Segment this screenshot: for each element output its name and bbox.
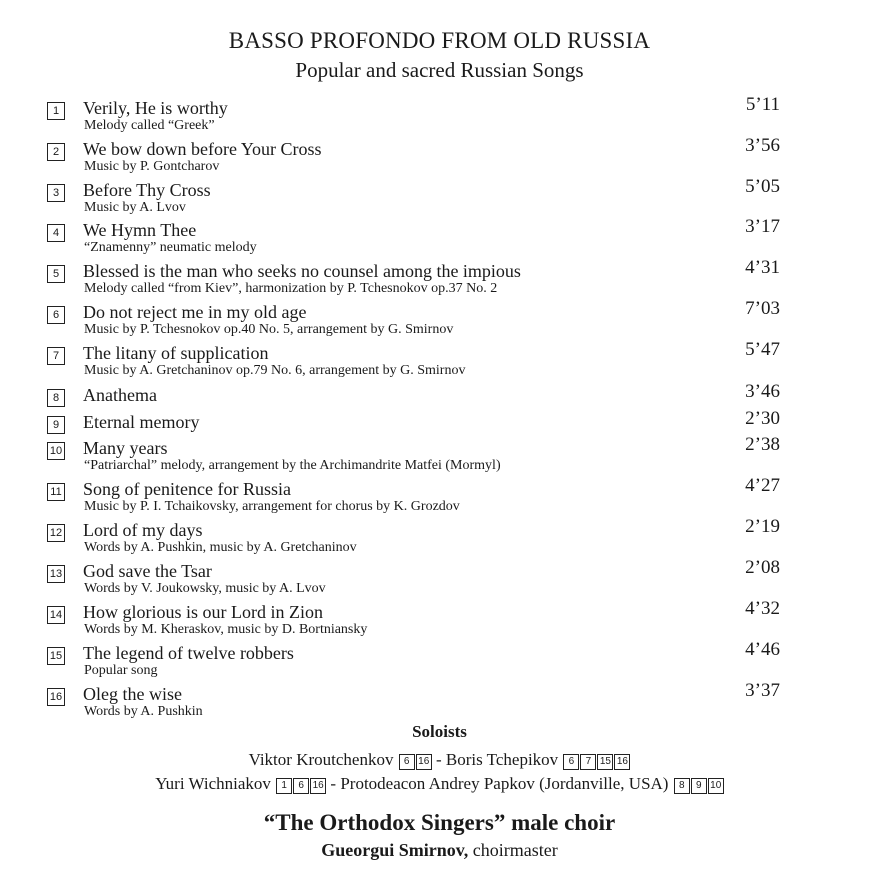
track-credit: Music by P. Gontcharov [84,159,220,174]
track-title: Oleg the wise [83,684,182,704]
track-number-box: 15 [597,754,613,770]
track-number-box: 16 [416,754,432,770]
track-title: The legend of twelve robbers [83,643,294,663]
track-duration: 5’11 [745,94,780,115]
track-number-box: 8 [674,778,690,794]
track-number-box: 9 [691,778,707,794]
track-duration: 4’31 [745,257,780,278]
track-number: 5 [47,265,65,283]
track-credit: Melody called “Greek” [84,118,215,133]
track-number: 15 [47,647,65,665]
track-number-box: 16 [614,754,630,770]
soloist-name: Yuri Wichniakov [155,774,271,793]
soloist-name: Protodeacon Andrey Papkov (Jordanville, USA) [340,774,669,793]
track-title: Lord of my days [83,520,203,540]
choirmaster-line [0,840,879,861]
track-number-box: 6 [399,754,415,770]
separator: - [431,750,446,769]
soloists-line-1 [0,750,879,770]
track-number: 14 [47,606,65,624]
track-duration: 5’05 [745,176,780,197]
track-number: 12 [47,524,65,542]
soloist-track-numbers [562,750,630,769]
track-duration: 3’56 [745,135,780,156]
track-credit: Words by M. Kheraskov, music by D. Bortniansky [84,622,368,637]
soloists-heading: Soloists [412,722,467,741]
track-duration: 2’38 [745,434,780,455]
track-number: 10 [47,442,65,460]
track-title: Song of penitence for Russia [83,479,291,499]
album-title: BASSO PROFONDO FROM OLD RUSSIA [228,28,651,53]
track-credit: Popular song [84,663,158,678]
track-number: 2 [47,143,65,161]
track-number: 16 [47,688,65,706]
track-credit: Music by A. Lvov [84,200,186,215]
track-title: Anathema [83,385,157,405]
track-duration: 3’17 [745,216,780,237]
track-credit: Melody called “from Kiev”, harmonization by P. Tchesnokov op.37 No. 2 [84,281,498,296]
track-duration: 2’30 [745,408,780,429]
track-title: Blessed is the man who seeks no counsel among the impious [83,261,521,281]
track-duration: 2’08 [745,557,780,578]
track-duration: 5’47 [745,339,780,360]
track-duration: 7’03 [745,298,780,319]
track-number: 7 [47,347,65,365]
track-duration: 4’27 [745,475,780,496]
album-subtitle: Popular and sacred Russian Songs [295,58,584,82]
choirmaster-role: choirmaster [468,840,558,860]
track-number: 11 [47,483,65,501]
track-number-box: 6 [293,778,309,794]
choir-name: “The Orthodox Singers” male choir [263,810,616,835]
track-title: We bow down before Your Cross [83,139,322,159]
track-number: 1 [47,102,65,120]
track-number-box: 6 [563,754,579,770]
track-number: 9 [47,416,65,434]
track-title: The litany of supplication [83,343,269,363]
soloist-track-numbers [398,750,432,769]
track-number: 4 [47,224,65,242]
track-credit: Music by A. Gretchaninov op.79 No. 6, arrangement by G. Smirnov [84,363,466,378]
soloist-track-numbers [673,774,724,793]
track-number-box: 10 [708,778,724,794]
track-number-box: 16 [310,778,326,794]
track-title: Eternal memory [83,412,200,432]
separator: - [326,774,341,793]
track-duration: 2’19 [745,516,780,537]
soloist-name: Boris Tchepikov [445,750,559,769]
track-number: 6 [47,306,65,324]
track-credit: “Znamenny” neumatic melody [84,240,257,255]
track-number: 8 [47,389,65,407]
track-credit: Words by A. Pushkin [84,704,203,719]
track-credit: Music by P. Tchesnokov op.40 No. 5, arrangement by G. Smirnov [84,322,454,337]
soloist-track-numbers [275,774,326,793]
soloist-name: Viktor Kroutchenkov [248,750,394,769]
track-duration: 4’46 [745,639,780,660]
track-duration: 4’32 [745,598,780,619]
track-duration: 3’37 [745,680,780,701]
track-title: How glorious is our Lord in Zion [83,602,323,622]
track-title: We Hymn Thee [83,220,197,240]
track-credit: Words by V. Joukowsky, music by A. Lvov [84,581,326,596]
track-number: 3 [47,184,65,202]
track-number: 13 [47,565,65,583]
track-number-box: 7 [580,754,596,770]
soloists-line-2 [0,774,879,794]
track-title: Verily, He is worthy [83,98,228,118]
track-number-box: 1 [276,778,292,794]
track-credit: “Patriarchal” melody, arrangement by the Archimandrite Matfei (Mormyl) [84,458,501,473]
track-title: Before Thy Cross [83,180,211,200]
track-title: Do not reject me in my old age [83,302,307,322]
track-credit: Music by P. I. Tchaikovsky, arrangement for chorus by K. Grozdov [84,499,460,514]
track-title: God save the Tsar [83,561,212,581]
track-duration: 3’46 [745,381,780,402]
track-credit: Words by A. Pushkin, music by A. Gretchaninov [84,540,357,555]
choirmaster-name: Gueorgui Smirnov, [321,840,469,860]
track-title: Many years [83,438,168,458]
